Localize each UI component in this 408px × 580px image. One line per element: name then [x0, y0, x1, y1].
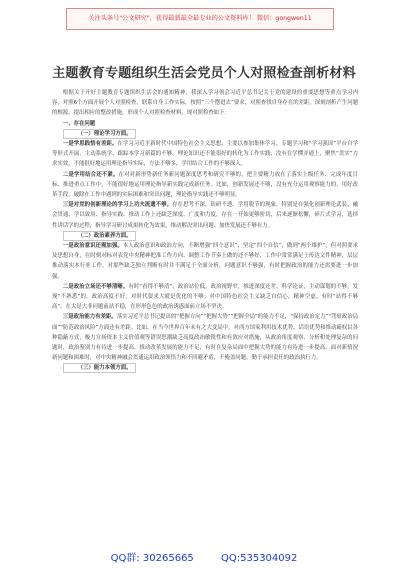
subsection-label: （二）政治素养方面。 — [63, 231, 136, 241]
qq-group-text: QQ群: 30265665 — [110, 553, 194, 564]
paragraph-text: 在学习习近平新时代中国特色社会主义思想、主要以参加集体学习、专题学习和“学习强国”平台自学等形式开展，主动系统学、跟踪本学习新篇的不够，理论知识还不能很好的转化为工作实践；没有在学懂弄通上，聚焦“贯实”力求实效，不能很好地运用理论指导实际，方法不够多，学用结合工作的不够深入。 — [52, 141, 358, 168]
document-body — [52, 88, 358, 374]
paragraph — [52, 139, 358, 170]
paragraph — [52, 241, 358, 282]
paragraph-lead: 三是政治能力有差距。 — [62, 314, 117, 321]
contact-footer — [0, 548, 408, 570]
paragraph-text: 存在思考不深，钻研不透、学用脱节的现象，特别是在强化创新理论武装、融会贯通、学以致用、指导实践、推动工作上还缺乏深度、广度和力度，存在一开始更够密切，后来逐渐松懈，碎片式学习，选择性讲话学的过程，指导学习研讨成果转化为效果，推动解决突出问题、加快发展还不够有力。 — [52, 202, 358, 229]
document-title: 主题教育专题组织生活会党员个人对照检查剖析材料 — [52, 66, 356, 81]
subsection-label: （一）理论学习方面。 — [63, 129, 136, 139]
paragraph-text: 落实习近平总书记提出的“把握方向”“把握大势”“把握全局”的能力不足，“保持政治定力”“驾驭政治局面”“防范政治风险”方面还有差距。比如，在当今世界百年未有之大变局中，对西方国家利用技术优势、话语优势和推动霸权以各种隐蔽方式，极力宣扬资本主义价值观等错误思潮缺乏高度政治敏锐性和有效应对措施，从政治角度观察、分析和处理复杂的问题时，政治鉴别力有待进一步提高，推动改革发展的能力不足，有时在复杂局面中把握大势的能力有待进一步提高，面对新情况新问题和困难时，对中央精神融会贯通运用政治领悟力和不回避矛盾，不掩盖问题，勤于承担责任的政治执行力。 — [52, 314, 358, 362]
paragraph — [52, 312, 358, 363]
section-heading: 一、存在问题 — [62, 120, 96, 127]
paragraph — [52, 282, 358, 313]
subsection-heading — [52, 129, 358, 139]
paragraph-lead: 一是学思践悟有差距。 — [62, 141, 118, 148]
paragraph — [52, 200, 358, 231]
paragraph-text: 在对对新形势新任务新问题深度思考和研究不够的，把主要精力放在了落实上级任务、完成年度目标、推进重点工作中，不能很好地运用理论指导新实践完成新任务。比如，创新发展还不够，没有充分运用观察能力的，用好改革手段，破除在工作中遇到的实际困难和突出问题，理论指导实践还不够明显。 — [52, 171, 358, 199]
subsection-label: （三）能力本领方面。 — [63, 363, 136, 373]
promo-banner: 关注头条号"公文研究"，获得最新最全最专业的公文资料库！ 微信：gongwen11 — [66, 8, 334, 30]
qq-text: QQ:535304092 — [221, 553, 298, 564]
paragraph-lead: 二是政治立场还不够清晰。 — [62, 283, 129, 290]
paragraph-lead: 三是对党的创新理论的学习上功夫流遗不够。 — [62, 202, 173, 209]
subsection-heading — [52, 231, 358, 241]
paragraph-lead: 一是政治意识还需加强。 — [62, 243, 123, 250]
paragraph-text: 本人政治意识和政治方向，不断增强“四个意识”，坚定“四个自信”，做到“两个维护”，但对照要求及思想自身，在时刻对标对表党中央精神把准工作方向、调整工作节奏上做的还不够好，工作中常常满足于传达文件精神，层层推动落实本行业工作，对那些缺乏独立判断有时并不满足于全面分析，问题意识不够强，有时把握政治的能力还需要进一步加强。 — [52, 243, 358, 280]
paragraph-text: 有时“看得不够清”，政治站位低，政治视野窄，推进深度还差，科学论证，主动谋划的不够，发现“不熟悉”的，政治高度不好，对时代要求大就是优化的不够；对中国特色社会主义缺乏自信心，精神空虚，有时“站得不够高”，在大是大非问题前站不稳，在形形色色的政治诱惑面前立场不坚决。 — [52, 283, 358, 311]
subsection-heading — [52, 363, 358, 373]
paragraph — [52, 170, 358, 201]
paragraph-lead: 二是学用结合还不紧。 — [62, 171, 119, 178]
intro-paragraph: 根据关于开好主题教育专题组织生活会的通知精神，我深入学习领会习近平总书记关于党的建设的重要思想等重点学习内容，对照6个方面开展个人对照检查，联系自身工作实际，按照“三个摆进去”要求，对照查找自身存在的差距，深刻剖析产生问题的根源，提出相应的整改措施，形成个人对照检查材料，现对照检查如下： — [52, 90, 358, 117]
